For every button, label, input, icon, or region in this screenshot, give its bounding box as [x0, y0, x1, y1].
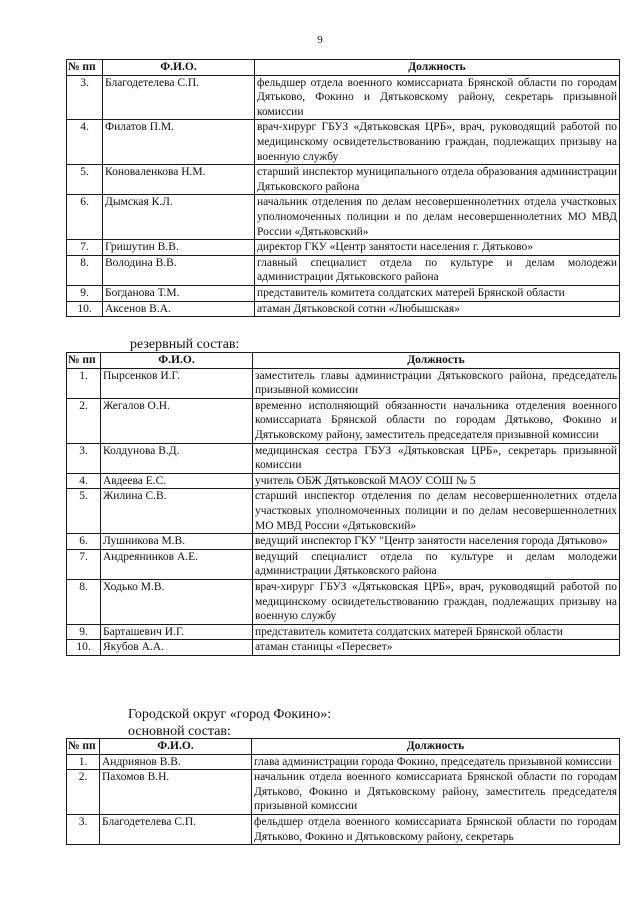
header-position: Должность: [252, 739, 620, 755]
table-row: [67, 549, 620, 579]
row-number: 4.: [67, 473, 101, 489]
member-position: фельдшер отдела военного комиссариата Брянской области по городам Дятьково, Фокино и Дятьковскому району, секретарь: [252, 814, 620, 844]
member-position: начальник отдела военного комиссариата Брянской области по городам Дятьково, Фокино и Дятьковскому району, заместитель председателя призывной комиссии: [252, 770, 620, 815]
member-position: медицинская сестра ГБУЗ «Дятьковская ЦРБ», секретарь призывной комиссии: [253, 443, 620, 473]
row-number: 3.: [67, 814, 100, 844]
row-number: 7.: [67, 240, 103, 256]
member-position: заместитель главы администрации Дятьковского района, председатель призывной комиссии: [253, 368, 620, 398]
table-row: [67, 579, 620, 624]
member-name: Аксенов В.А.: [103, 301, 255, 317]
page-number: 9: [317, 34, 323, 46]
member-position: фельдшер отдела военного комиссариата Брянской области по городам Дятьково, Фокино и Дятьковскому району, секретарь призывной комиссии: [255, 75, 620, 120]
member-name: Якубов А.А.: [101, 640, 253, 656]
header-position: Должность: [253, 353, 620, 369]
row-number: 3.: [67, 443, 101, 473]
table-row: [67, 240, 620, 256]
table-row: [67, 120, 620, 165]
header-num: № пп: [67, 739, 100, 755]
row-number: 9.: [67, 285, 103, 301]
table-row: [67, 398, 620, 443]
row-number: 4.: [67, 120, 103, 165]
member-position: ведущий специалист отдела по культуре и делам молодежи администрации Дятьковского района: [253, 549, 620, 579]
member-name: Андриянов В.В.: [100, 754, 252, 770]
member-position: старший инспектор отделения по делам несовершеннолетних отдела участковых уполномоченных полиции и по делам несовершеннолетних МО МВД России «Дятьковский»: [253, 489, 620, 534]
table-row: [67, 368, 620, 398]
row-number: 10.: [67, 301, 103, 317]
member-name: Жегалов О.Н.: [101, 398, 253, 443]
member-position: начальник отделения по делам несовершеннолетних отдела участковых уполномоченных полиции и по делам несовершеннолетних МО МВД России «Дятьковский»: [255, 195, 620, 240]
table-body: [67, 368, 620, 655]
table-header-row: [67, 60, 620, 76]
member-position: представитель комитета солдатских матерей Брянской области: [253, 624, 620, 640]
member-position: директор ГКУ «Центр занятости населения г. Дятьково»: [255, 240, 620, 256]
fokino-caption: Городской округ «город Фокино»:: [128, 707, 332, 722]
member-position: врач-хирург ГБУЗ «Дятьковская ЦРБ», врач, руководящий работой по медицинскому освидетельствованию граждан, подлежащих призыву на военную службу: [255, 120, 620, 165]
table-row: [67, 165, 620, 195]
row-number: 3.: [67, 75, 103, 120]
row-number: 5.: [67, 489, 101, 534]
header-name: Ф.И.О.: [103, 60, 255, 76]
member-name: Колдунова В.Д.: [101, 443, 253, 473]
table-header-row: [67, 353, 620, 369]
member-name: Авдеева Е.С.: [101, 473, 253, 489]
commission-table-reserve: [66, 352, 620, 656]
table-row: [67, 75, 620, 120]
member-name: Пырсенков И.Г.: [101, 368, 253, 398]
member-position: временно исполняющий обязанности начальника отделения военного комиссариата Брянской области по городам Дятьково, Фокино и Дятьковскому району, заместитель председателя призывной комиссии: [253, 398, 620, 443]
member-name: Андреянинков А.Е.: [101, 549, 253, 579]
member-name: Коноваленкова Н.М.: [103, 165, 255, 195]
table-row: [67, 534, 620, 550]
header-name: Ф.И.О.: [101, 353, 253, 369]
member-name: Благодетелева С.П.: [100, 814, 252, 844]
member-name: Барташевич И.Г.: [101, 624, 253, 640]
member-name: Богданова Т.М.: [103, 285, 255, 301]
member-position: врач-хирург ГБУЗ «Дятьковская ЦРБ», врач, руководящий работой по медицинскому освидетельствованию граждан, подлежащих призыву на военную службу: [253, 579, 620, 624]
row-number: 9.: [67, 624, 101, 640]
header-position: Должность: [255, 60, 620, 76]
row-number: 7.: [67, 549, 101, 579]
row-number: 6.: [67, 534, 101, 550]
table-row: [67, 301, 620, 317]
member-name: Володина В.В.: [103, 255, 255, 285]
member-position: атаман станицы «Пересвет»: [253, 640, 620, 656]
table-row: [67, 195, 620, 240]
table-row: [67, 443, 620, 473]
row-number: 10.: [67, 640, 101, 656]
member-name: Жилина С.В.: [101, 489, 253, 534]
table-row: [67, 489, 620, 534]
commission-table-main: [66, 59, 620, 317]
member-name: Ходько М.В.: [101, 579, 253, 624]
member-position: атаман Дятьковской сотни «Любышская»: [255, 301, 620, 317]
member-position: глава администрации города Фокино, председатель призывной комиссии: [252, 754, 620, 770]
row-number: 8.: [67, 579, 101, 624]
member-name: Пахомов В.Н.: [100, 770, 252, 815]
header-num: № пп: [67, 60, 103, 76]
table-row: [67, 640, 620, 656]
reserve-caption: резервный состав:: [130, 337, 240, 352]
member-position: учитель ОБЖ Дятьковской МАОУ СОШ № 5: [253, 473, 620, 489]
member-position: главный специалист отдела по культуре и делам молодежи администрации Дятьковского района: [255, 255, 620, 285]
table-body: [67, 754, 620, 845]
row-number: 1.: [67, 754, 100, 770]
row-number: 1.: [67, 368, 101, 398]
table-row: [67, 814, 620, 844]
main-composition-caption: основной состав:: [128, 724, 231, 739]
row-number: 8.: [67, 255, 103, 285]
member-name: Лушникова М.В.: [101, 534, 253, 550]
member-position: старший инспектор муниципального отдела образования администрации Дятьковского района: [255, 165, 620, 195]
row-number: 5.: [67, 165, 103, 195]
table-row: [67, 770, 620, 815]
table-body: [67, 75, 620, 317]
member-position: представитель комитета солдатских матерей Брянской области: [255, 285, 620, 301]
member-name: Филатов П.М.: [103, 120, 255, 165]
table-header-row: [67, 739, 620, 755]
row-number: 2.: [67, 398, 101, 443]
member-position: ведущий инспектор ГКУ "Центр занятости населения города Дятьково»: [253, 534, 620, 550]
table-row: [67, 624, 620, 640]
table-row: [67, 285, 620, 301]
table-row: [67, 255, 620, 285]
member-name: Дымская К.Л.: [103, 195, 255, 240]
member-name: Благодетелева С.П.: [103, 75, 255, 120]
table-row: [67, 473, 620, 489]
row-number: 6.: [67, 195, 103, 240]
member-name: Гришутин В.В.: [103, 240, 255, 256]
header-num: № пп: [67, 353, 101, 369]
commission-table-fokino: [66, 738, 620, 845]
table-row: [67, 754, 620, 770]
row-number: 2.: [67, 770, 100, 815]
header-name: Ф.И.О.: [100, 739, 252, 755]
